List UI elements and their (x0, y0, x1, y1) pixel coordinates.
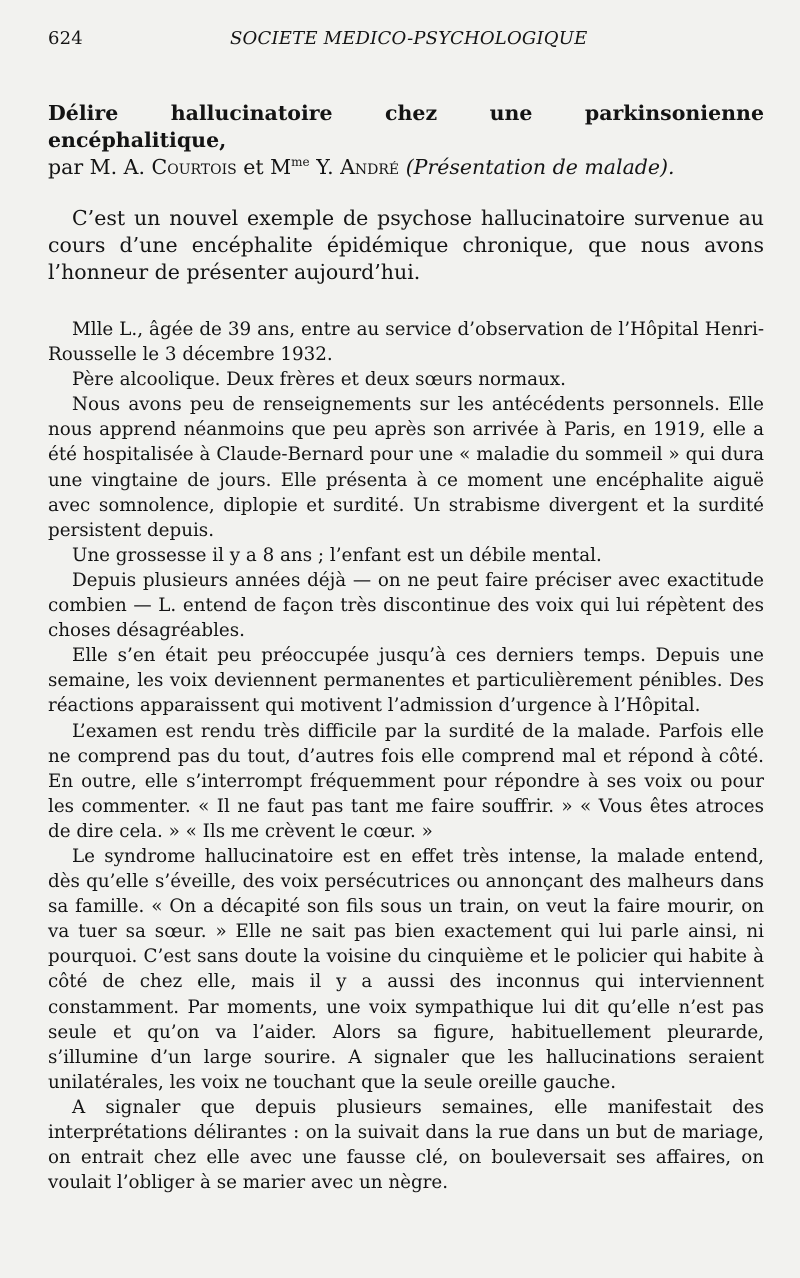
body-paragraph-4: Une grossesse il y a 8 ans ; l’enfant est un débile mental. (72, 544, 602, 566)
case-report (48, 317, 764, 1195)
body-paragraph-2: Père alcoolique. Deux frères et deux sœurs normaux. (72, 369, 566, 391)
first-author: Courtois (151, 155, 237, 179)
second-author: Y. André (316, 155, 400, 179)
article-heading: Délire hallucinatoire chez une parkinsonienne encéphalitique, (48, 101, 764, 152)
presentation-note: (Présentation de malade). (405, 155, 675, 179)
body-paragraph-7: L’examen est rendu très difficile par la surdité de la malade. Parfois elle ne comprend pas du tout, d’autres fois elle comprend mal et répond à côté. En outre, elle s’interrompt fréquemment pour répondre à ses voix ou pour les commenter. « Il ne faut pas tant me faire souffrir. » « Vous êtes atroces de dire cela. » « Ils me crèvent le cœur. » (48, 720, 764, 842)
body-paragraph-3: Nous avons peu de renseignements sur les antécédents personnels. Elle nous apprend néanmoins que peu après son arrivée à Paris, en 1919, elle a été hospitalisée à Claude-Bernard pour une « maladie du sommeil » qui dura une vingtaine de jours. Elle présenta à ce moment une encéphalite aiguë avec somnolence, diplopie et surdité. Un strabisme divergent et la surdité persistent depuis. (48, 394, 764, 541)
body-paragraph-6: Elle s’en était peu préoccupée jusqu’à ces derniers temps. Depuis une semaine, les voix deviennent permanentes et particulièrement pénibles. Des réactions apparaissent qui motivent l’admission d’urgence à l’Hôpital. (48, 645, 764, 717)
title-by: par M. A. (48, 155, 146, 179)
body-paragraph-1: Mlle L., âgée de 39 ans, entre au service d’observation de l’Hôpital Henri-Rousselle le 3 décembre 1932. (48, 319, 764, 366)
title-superscript: me (291, 155, 310, 170)
body-paragraph-5: Depuis plusieurs années déjà — on ne peut faire préciser avec exactitude combien — L. entend de façon très discontinue des voix qui lui répètent des choses désagréables. (48, 569, 764, 642)
title-and: et M (243, 155, 292, 179)
body-paragraph-9: A signaler que depuis plusieurs semaines, elle manifestait des interprétations délirantes : on la suivait dans la rue dans un but de mariage, on entrait chez elle avec une fausse clé, on bouleversait ses affaires, on voulait l’obliger à se marier avec un nègre. (48, 1096, 764, 1194)
journal-title: SOCIETE MEDICO-PSYCHOLOGIQUE (230, 28, 588, 49)
page-number: 624 (48, 28, 83, 49)
intro-paragraph: C’est un nouvel exemple de psychose hallucinatoire survenue au cours d’une encéphalite épidémique chronique, que nous avons l’honneur de présenter aujourd’hui. (48, 206, 764, 284)
running-header (48, 28, 764, 56)
body-paragraph-8: Le syndrome hallucinatoire est en effet très intense, la malade entend, dès qu’elle s’éveille, des voix persécutrices ou annonçant des malheurs dans sa famille. « On a décapité son fils sous un train, on veut la faire mourir, on va tuer sa sœur. » Elle ne sait pas bien exactement qui lui parle ainsi, ni pourquoi. C’est sans doute la voisine du cinquième et le policier qui habite à côté de chez elle, mais il y a aussi des inconnus qui interviennent constamment. Par moments, une voix sympathique lui dit qu’elle n’est pas seule et qu’on va l’aider. Alors sa figure, habituellement pleurarde, s’illumine d’un large sourire. A signaler que les hallucinations seraient unilatérales, les voix ne touchant que la seule oreille gauche. (48, 845, 764, 1093)
article-title (48, 100, 764, 181)
